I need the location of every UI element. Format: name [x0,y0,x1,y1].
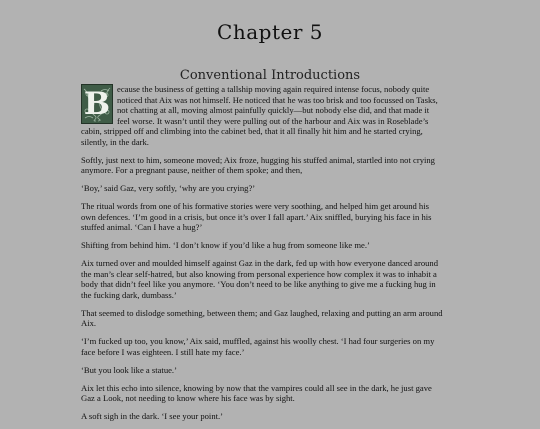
paragraph: The ritual words from one of his formative stories were very soothing, and helped him get around his own defences. ‘I’m good in a crisis, but once it’s over I fall apart.’ Aix sniffled, burying his face in his stuffed animal. ‘Can I have a hug?’ [81,201,432,232]
first-paragraph-text: ecause the business of getting a tallship moving again required intense focus, nobody quite noticed that Aix was not himself. He noticed that he was too brisk and too focussed on Tasks, not chatting at all, moving almost painfully quickly—but nobody else did, and that made it feel worse. It wasn’t until they were pulling out of the harbour and Aix was in Roseblade’s cabin, stripped off and climbing into the cabinet bed, that it all finally hit him and he started crying, silently, in the dark. [81,84,438,147]
dropcap-letter: B [83,86,111,122]
illuminated-dropcap [81,84,113,124]
paragraph: ‘But you look like a statue.’ [81,364,177,375]
paragraph: Shifting from behind him. ‘I don’t know if you’d like a hug from someone like me.’ [81,240,370,250]
paragraph: Aix turned over and moulded himself against Gaz in the dark, fed up with how everyone danced around the man’s clear self-hatred, but also knowing from personal experience how complex it was to inhabit a body that didn’t feel like you anymore. ‘You don’t need to be like anything to give me a fucking hug in the fucking dark, dumbass.’ [81,258,439,300]
chapter-body [81,84,444,429]
paragraph: That seemed to dislodge something, between them; and Gaz laughed, relaxing and putting an arm around Aix. [81,307,443,328]
paragraph: ‘I’m fucked up too, you know,’ Aix said, muffled, against his woolly chest. ‘I had four surgeries on my face before I was eighteen. I still hate my face.’ [81,336,435,357]
chapter-title: Chapter 5 [217,20,323,44]
paragraph: ‘Boy,’ said Gaz, very softly, ‘why are you crying?’ [81,183,256,193]
paragraph: Aix let this echo into silence, knowing by now that the vampires could all see in the dark, he just gave Gaz a Look, not needing to know where his face was by sight. [81,382,432,403]
paragraph: Softly, just next to him, someone moved; Aix froze, hugging his stuffed animal, startled into not crying anymore. For a pregnant pause, neither of them spoke; and then, [81,154,435,175]
first-paragraph [81,84,444,147]
section-title: Conventional Introductions [179,68,361,83]
paragraph: A soft sigh in the dark. ‘I see your point.’ [81,411,224,421]
